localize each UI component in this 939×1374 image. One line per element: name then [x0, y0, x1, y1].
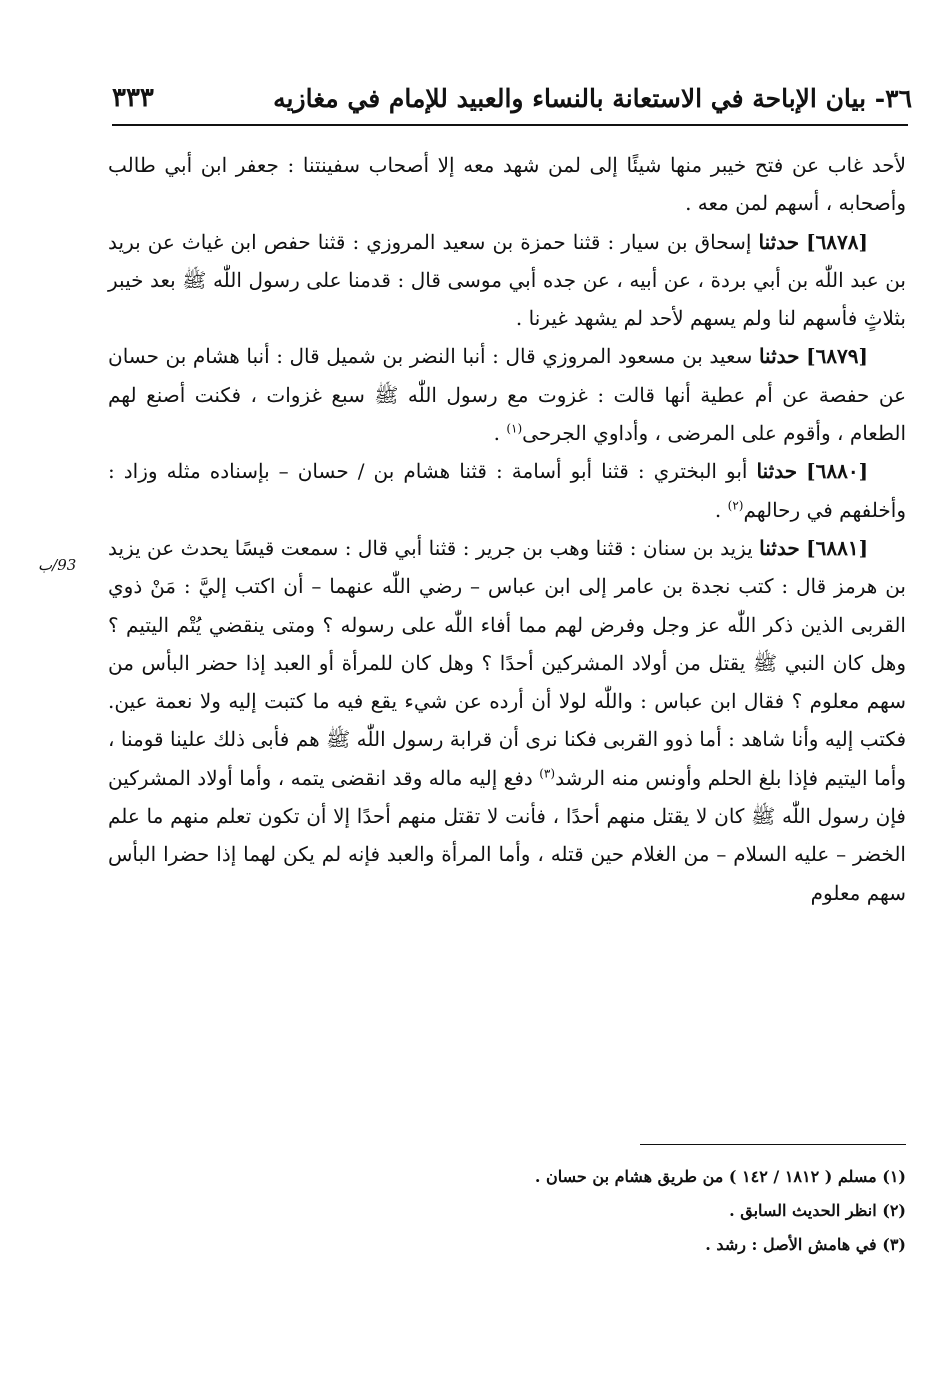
footnotes [300, 1160, 906, 1262]
hadith-end: . [714, 497, 728, 522]
footnote-3: (٣) في هامش الأصل : رشد . [705, 1235, 906, 1254]
hadith-text: سعيد بن مسعود المروزي قال : أنبا النضر بن شميل قال : أنبا هشام بن حسان عن حفصة عن أم عطية أنها قالت : غزوت مع رسول اللّٰه ﷺ سبع غزوات ، فكنت أصنع لهم الطعام ، وأقوم على المرضى ، وأداوي الجرحى [108, 344, 906, 446]
footnote-ref: (١) [506, 421, 523, 436]
page-number: ٣٣٣ [112, 83, 154, 113]
hadith-6879 [108, 337, 906, 452]
hadith-6878 [108, 223, 906, 338]
hadith-text: إسحاق بن سيار : قثنا حمزة بن سعيد المروزي : قثنا حفص ابن غياث عن بريد بن عبد اللّٰه بن أبي بردة ، عن أبيه ، عن جده أبي موسى قال : قدمنا على رسول اللّٰه ﷺ بعد خيبر بثلاثٍ فأسهم لنا ولم يسهم لأحد لم يشهد غيرنا . [108, 229, 906, 331]
main-text [108, 146, 906, 912]
chapter-title: ٣٦- بيان الإباحة في الاستعانة بالنساء والعبيد للإمام في مغازيه [273, 83, 912, 113]
hadith-number: [٦٨٨١] [806, 535, 869, 560]
intro-paragraph: لأحد غاب عن فتح خيبر منها شيئًا إلى لمن شهد معه إلا أصحاب سفينتنا : جعفر ابن أبي طالب وأصحابه ، أسهم لمن معه . [108, 153, 906, 216]
hadith-keyword: حدثنا [759, 535, 800, 560]
hadith-number: [٦٨٨٠] [806, 459, 869, 484]
footnote-ref: (٢) [727, 498, 744, 513]
hadith-keyword: حدثنا [758, 344, 800, 369]
footnote-2: (٢) انظر الحديث السابق . [729, 1201, 906, 1220]
hadith-keyword: حدثنا [758, 229, 800, 254]
hadith-end: . [493, 421, 507, 446]
hadith-6880 [108, 452, 906, 529]
page-header [112, 76, 912, 120]
header-rule [112, 124, 908, 126]
footnote-ref: (٣) [539, 766, 556, 781]
hadith-keyword: حدثنا [756, 459, 798, 484]
manuscript-folio-note: 93/ب [38, 556, 77, 574]
hadith-6881 [108, 529, 906, 912]
footnote-1: (١) مسلم ( ١٨١٢ / ١٤٢ ) من طريق هشام بن حسان . [534, 1167, 906, 1186]
footnote-rule [640, 1144, 906, 1145]
hadith-number: [٦٨٧٩] [806, 344, 868, 369]
hadith-number: [٦٨٧٨] [806, 229, 868, 254]
hadith-text-continued: دفع إليه ماله وقد انقضى يتمه ، وأما أولاد المشركين فإن رسول اللّٰه ﷺ كان لا يقتل منهم أحدًا ، فأنت لا تقتل منهم أحدًا إلا أن تكون تعلم منهم ما علم الخضر – عليه السلام – من الغلام حين قتله ، وأما المرأة والعبد فإنه لم يكن لهما إذا حضرا البأس سهم معلوم [108, 765, 906, 905]
hadith-text: يزيد بن سنان : قثنا وهب بن جرير : قثنا أبي قال : سمعت قيسًا يحدث عن يزيد بن هرمز قال : كتب نجدة بن عامر إلى ابن عباس – رضي اللّٰه عنهما – أن اكتب إليَّ : مَنْ ذوي القربى الذين ذكر اللّٰه عز وجل وفرض لهم مما أفاء اللّٰه على رسوله ؟ ومتى ينقضي يُتْم اليتيم ؟ وهل كان النبي ﷺ يقتل من أولاد المشركين أحدًا ؟ وهل كان للمرأة أو العبد إذا حضر البأس من سهم معلوم ؟ فقال ابن عباس : واللّٰه لولا أن أرده عن شيء يقع فيه ما كتبت إليه ولا نعمة عين. فكتب إليه وأنا شاهد : أما ذوو القربى فكنا نرى أن قرابة رسول اللّٰه ﷺ هم فأبى ذلك علينا قومنا ، وأما اليتيم فإذا بلغ الحلم وأونس منه الرشد [108, 535, 906, 790]
hadith-text: أبو البختري : قثنا أبو أسامة : قثنا هشام بن / حسان – بإسناده مثله وزاد : وأخلفهم في رحالهم [108, 459, 906, 522]
